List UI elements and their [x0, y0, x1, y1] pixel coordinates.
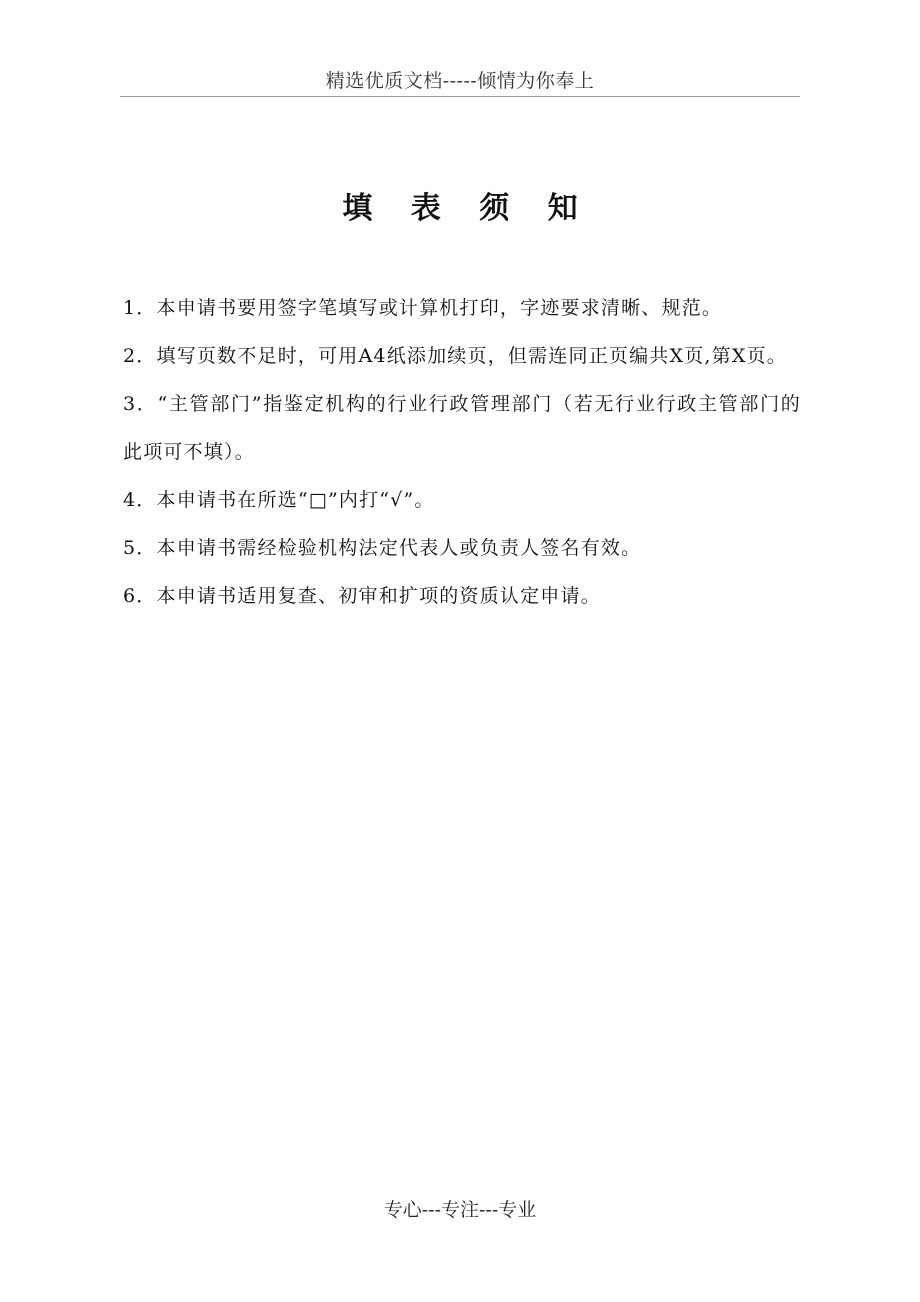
instruction-item-2: 2．填写页数不足时，可用A4纸添加续页，但需连同正页编共X页,第X页。	[123, 345, 787, 367]
instruction-item-3: 3．“主管部门”指鉴定机构的行业行政管理部门（若无行业行政主管部门的此项可不填）。	[123, 393, 801, 463]
page-footer: 专心---专注---专业	[383, 1199, 537, 1221]
instruction-item-1: 1．本申请书要用签字笔填写或计算机打印，字迹要求清晰、规范。	[123, 297, 723, 319]
instructions-list	[123, 284, 801, 620]
instruction-item-4: 4．本申请书在所选“□”内打“√”。	[123, 489, 435, 511]
header-divider	[120, 96, 800, 97]
instruction-item-6: 6．本申请书适用复查、初审和扩项的资质认定申请。	[123, 585, 601, 607]
document-title: 填 表 须 知	[342, 191, 592, 226]
instruction-item-5: 5．本申请书需经检验机构法定代表人或负责人签名有效。	[123, 537, 642, 559]
page-header: 精选优质文档-----倾情为你奉上	[325, 70, 595, 92]
